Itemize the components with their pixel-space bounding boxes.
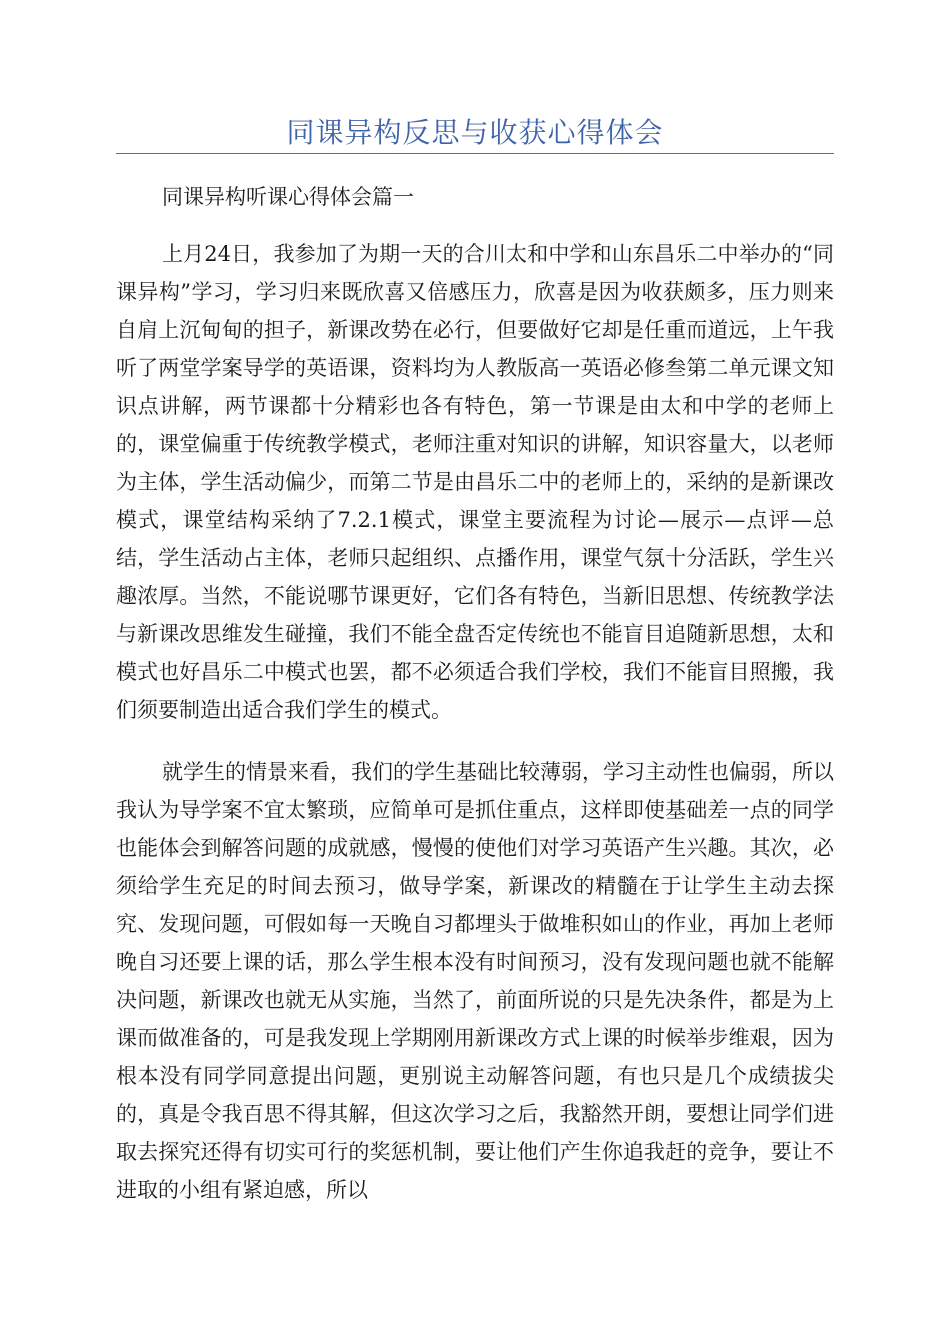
body-paragraph-1: 上月24日，我参加了为期一天的合川太和中学和山东昌乐二中举办的“同课异构”学习，学习归来既欣喜又倍感压力，欣喜是因为收获颇多，压力则来自肩上沉甸甸的担子，新课改势在必行，但要做好它却是任重而道远，上午我听了两堂学案导学的英语课，资料均为人教版高一英语必修叁第二单元课文知识点讲解，两节课都十分精彩也各有特色，第一节课是由太和中学的老师上的，课堂偏重于传统教学模式，老师注重对知识的讲解，知识容量大，以老师为主体，学生活动偏少，而第二节是由昌乐二中的老师上的，采纳的是新课改模式，课堂结构采纳了7.2.1模式，课堂主要流程为讨论—展示—点评—总结，学生活动占主体，老师只起组织、点播作用，课堂气氛十分活跃，学生兴趣浓厚。当然，不能说哪节课更好，它们各有特色，当新旧思想、传统教学法与新课改思维发生碰撞，我们不能全盘否定传统也不能盲目追随新思想，太和模式也好昌乐二中模式也罢，都不必须适合我们学校，我们不能盲目照搬，我们须要制造出适合我们学生的模式。: [116, 242, 834, 722]
document-title: 同课异构反思与收获心得体会: [286, 116, 664, 149]
section-heading: 同课异构听课心得体会篇一: [162, 185, 414, 209]
title-underline: [116, 153, 834, 154]
body-paragraph-2: 就学生的情景来看，我们的学生基础比较薄弱，学习主动性也偏弱，所以我认为导学案不宜太繁琐，应简单可是抓住重点，这样即使基础差一点的同学也能体会到解答问题的成就感，慢慢的使他们对学习英语产生兴趣。其次，必须给学生充足的时间去预习，做导学案，新课改的精髓在于让学生主动去探究、发现问题，可假如每一天晚自习都埋头于做堆积如山的作业，再加上老师晚自习还要上课的话，那么学生根本没有时间预习，没有发现问题也就不能解决问题，新课改也就无从实施，当然了，前面所说的只是先决条件，都是为上课而做准备的，可是我发现上学期刚用新课改方式上课的时候举步维艰，因为根本没有同学同意提出问题，更别说主动解答问题，有也只是几个成绩拔尖的，真是令我百思不得其解，但这次学习之后，我豁然开朗，要想让同学们进取去探究还得有切实可行的奖惩机制，要让他们产生你追我赶的竞争，要让不进取的小组有紧迫感，所以: [116, 760, 834, 1202]
document-page: [116, 0, 834, 1209]
